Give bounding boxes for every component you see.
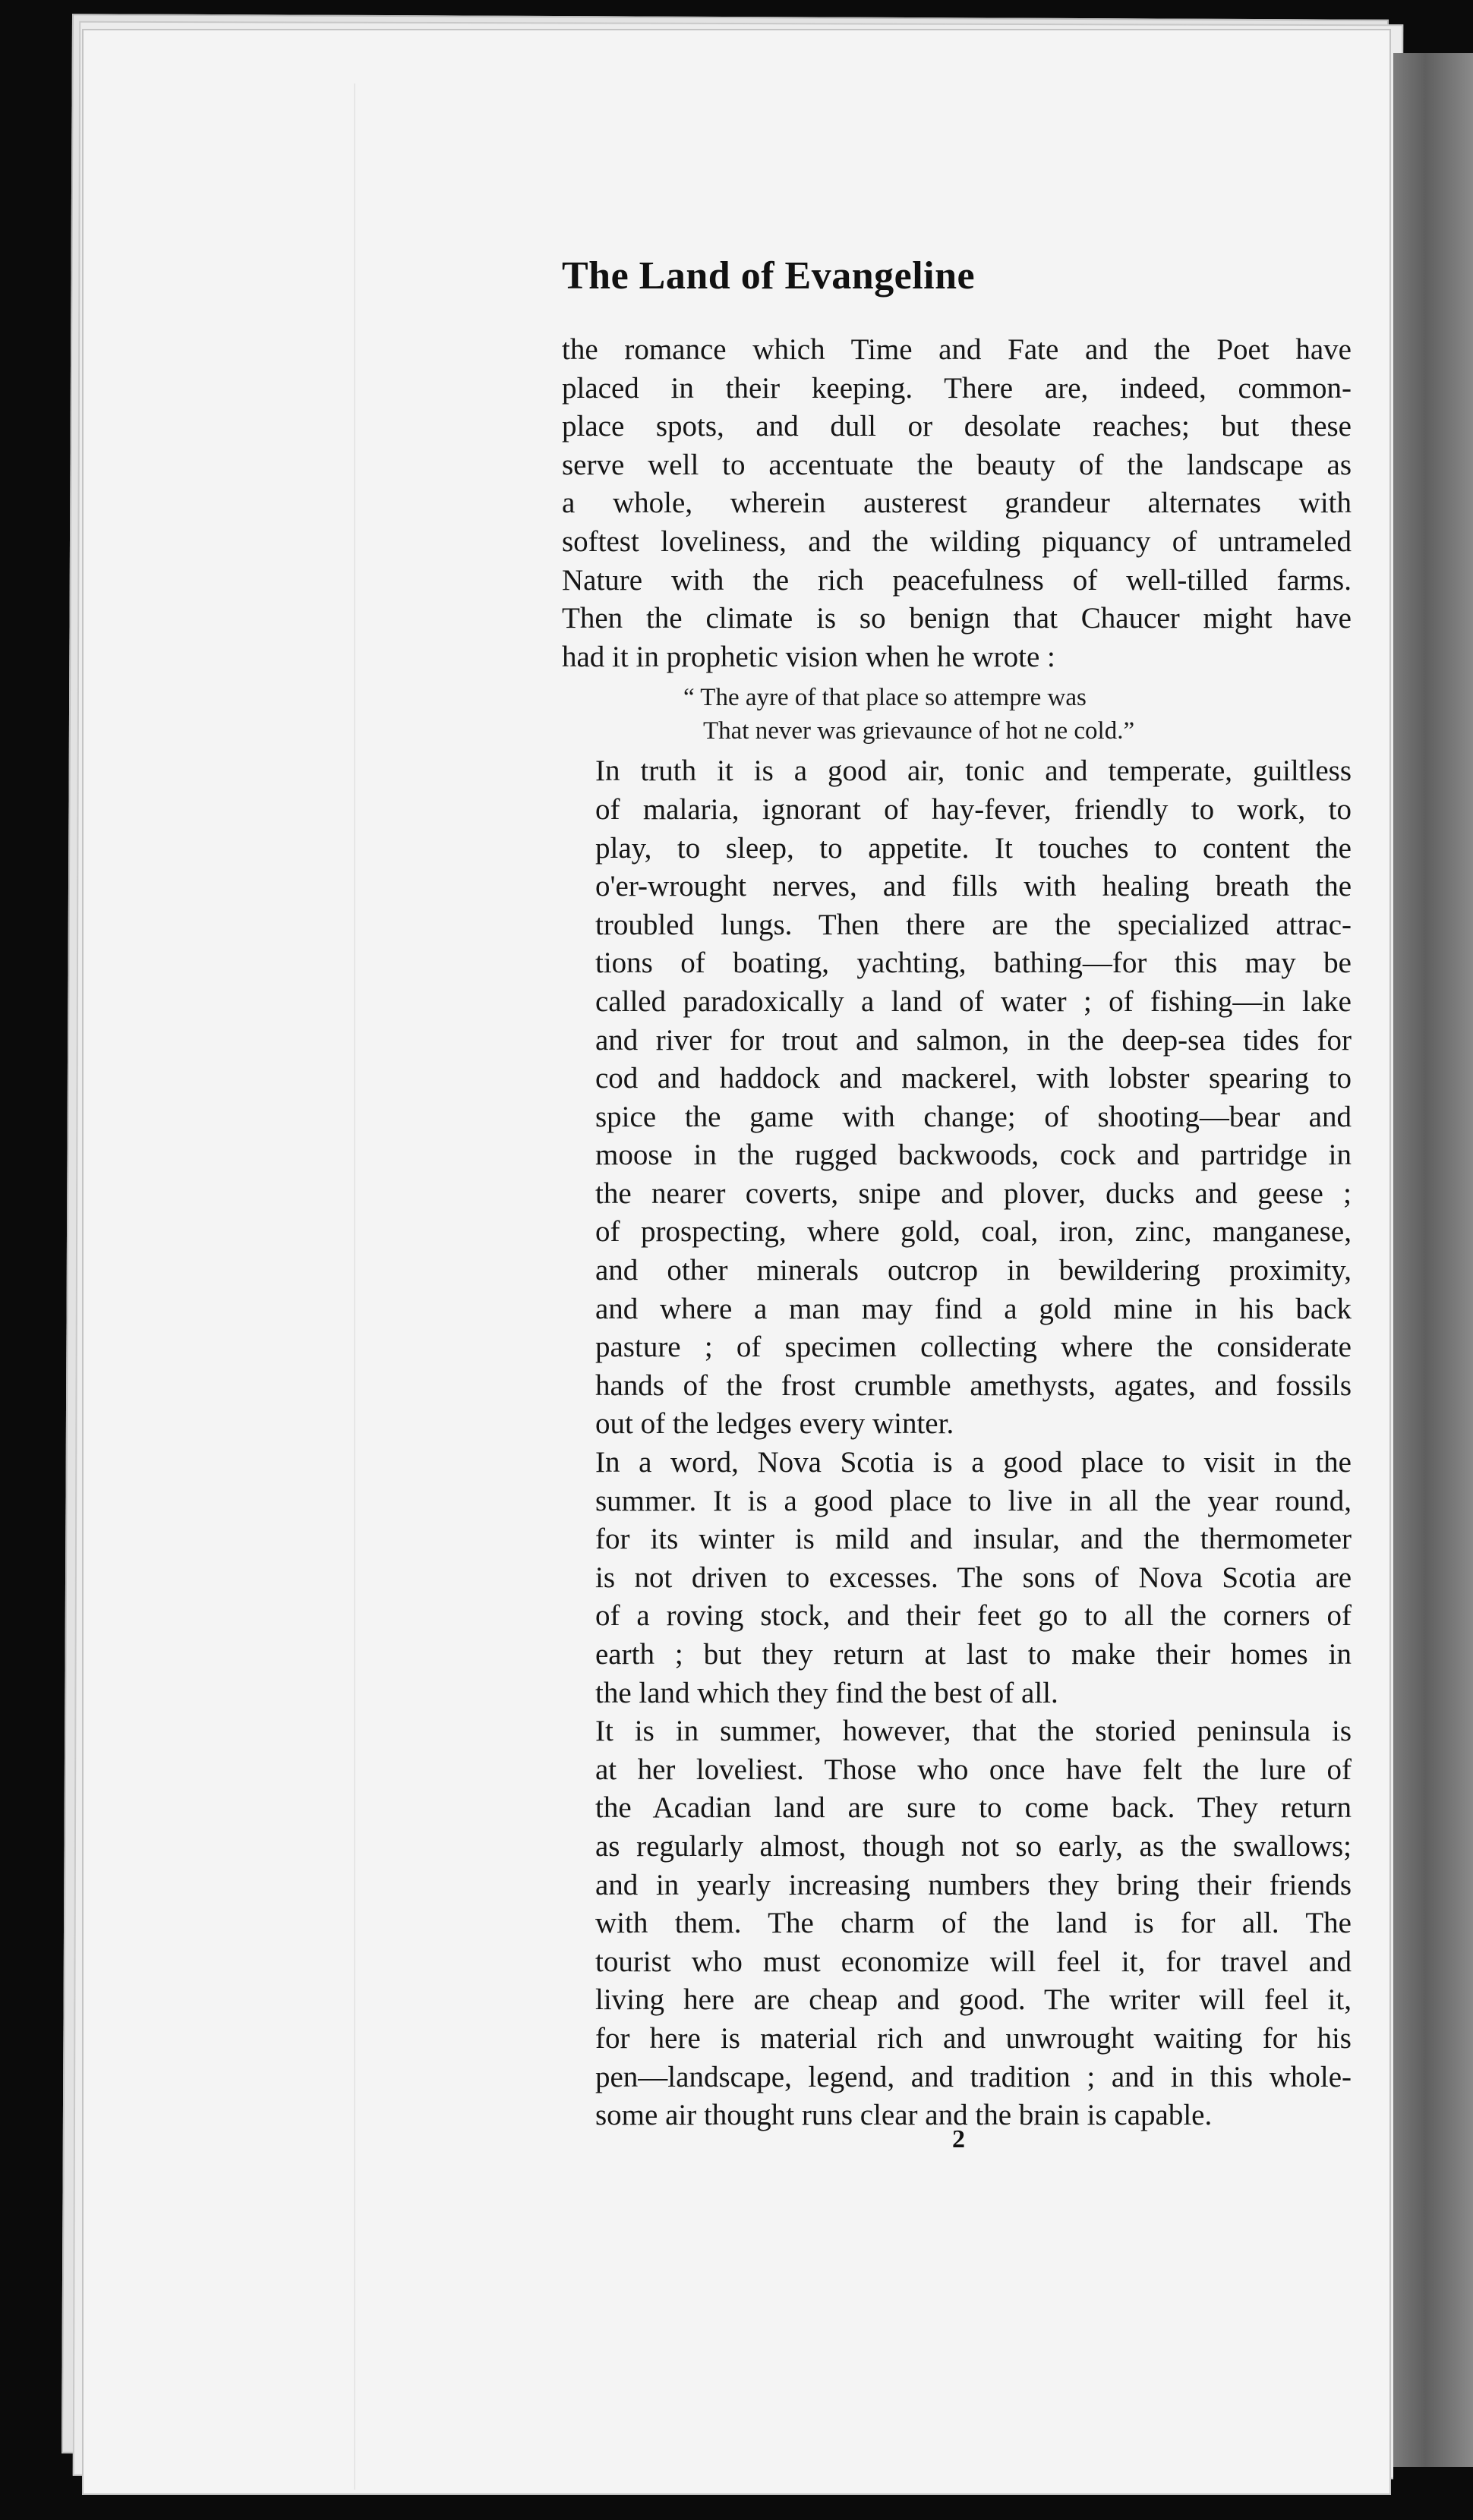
- text-line: of prospecting, where gold, coal, iron, zinc, manganese,: [595, 1215, 1352, 1249]
- page-fold-line: [354, 83, 355, 2490]
- text-line: It is in summer, however, that the storied peninsula is: [595, 1715, 1352, 1748]
- text-line: of a roving stock, and their feet go to all the corners of: [595, 1599, 1352, 1633]
- text-line: pasture ; of specimen collecting where the considerate: [595, 1331, 1352, 1364]
- text-line: with them. The charm of the land is for all. The: [595, 1907, 1352, 1940]
- text-line: o'er-wrought nerves, and fills with healing breath the: [595, 870, 1352, 903]
- body-text: [562, 331, 1352, 2135]
- text-line: for its winter is mild and insular, and the thermometer: [595, 1523, 1352, 1556]
- text-line: at her loveliest. Those who once have felt the lure of: [595, 1753, 1352, 1786]
- text-line: and other minerals outcrop in bewildering proximity,: [595, 1254, 1352, 1287]
- text-line: out of the ledges every winter.: [595, 1407, 954, 1441]
- text-line: the Acadian land are sure to come back. They return: [595, 1791, 1352, 1825]
- text-line: cod and haddock and mackerel, with lobster spearing to: [595, 1062, 1352, 1095]
- text-line: tourist who must economize will feel it, for travel and: [595, 1945, 1352, 1978]
- text-line: some air thought runs clear and the brain is capable.: [595, 2099, 1213, 2132]
- text-line: In truth it is a good air, tonic and temperate, guiltless: [595, 754, 1352, 788]
- scan-edge-corner: [1393, 2467, 1473, 2520]
- text-line: is not driven to excesses. The sons of Nova Scotia are: [595, 1561, 1352, 1594]
- text-line: Nature with the rich peacefulness of well-tilled farms.: [562, 563, 1352, 597]
- text-line: and river for trout and salmon, in the deep-sea tides for: [595, 1023, 1352, 1057]
- text-line: moose in the rugged backwoods, cock and partridge in: [595, 1139, 1352, 1172]
- text-line: the nearer coverts, snipe and plover, ducks and geese ;: [595, 1177, 1352, 1210]
- text-line: troubled lungs. Then there are the specialized attrac-: [595, 908, 1352, 941]
- paragraph: [562, 1444, 1352, 1712]
- text-line: pen—landscape, legend, and tradition ; and in this whole-: [595, 2060, 1352, 2093]
- page-number: 2: [952, 2125, 965, 2153]
- text-line: as regularly almost, though not so early, as the swallows;: [595, 1829, 1352, 1863]
- quote-line-1: “ The ayre of that place so attempre was: [683, 684, 1087, 712]
- text-line: and in yearly increasing numbers they bring their friends: [595, 1868, 1352, 1901]
- text-line: the land which they find the best of all.: [595, 1676, 1058, 1709]
- text-line: softest loveliness, and the wilding piquancy of untrameled: [562, 524, 1352, 558]
- paragraph: [562, 1712, 1352, 2135]
- text-line: earth ; but they return at last to make their homes in: [595, 1638, 1352, 1671]
- text-line: play, to sleep, to appetite. It touches to content the: [595, 831, 1352, 865]
- text-line: serve well to accentuate the beauty of the landscape as: [562, 448, 1352, 481]
- text-line: Then the climate is so benign that Chaucer might have: [562, 602, 1352, 635]
- text-line: spice the game with change; of shooting—bear and: [595, 1100, 1352, 1133]
- running-title: The Land of Evangeline: [562, 254, 976, 298]
- text-line: a whole, wherein austerest grandeur alternates with: [562, 487, 1352, 520]
- paragraph: [562, 752, 1352, 1444]
- verse-quote: [683, 681, 1352, 748]
- text-line: hands of the frost crumble amethysts, agates, and fossils: [595, 1369, 1352, 1402]
- text-line: placed in their keeping. There are, indeed, common-: [562, 371, 1352, 405]
- text-line: the romance which Time and Fate and the Poet have: [562, 333, 1352, 366]
- text-line: for here is material rich and unwrought waiting for his: [595, 2021, 1352, 2055]
- text-line: had it in prophetic vision when he wrote :: [562, 640, 1055, 673]
- paragraph-continued: [562, 331, 1352, 676]
- text-line: called paradoxically a land of water ; of fishing—in lake: [595, 984, 1352, 1018]
- quote-line-2: That never was grievaunce of hot ne cold.”: [703, 717, 1135, 745]
- text-line: place spots, and dull or desolate reaches; but these: [562, 410, 1352, 443]
- text-line: summer. It is a good place to live in all the year round,: [595, 1484, 1352, 1517]
- text-line: and where a man may find a gold mine in his back: [595, 1292, 1352, 1325]
- text-line: living here are cheap and good. The writer will feel it,: [595, 1983, 1352, 2017]
- text-line: In a word, Nova Scotia is a good place to visit in the: [595, 1446, 1352, 1479]
- scan-edge-shadow: [1393, 53, 1473, 2467]
- text-line: of malaria, ignorant of hay-fever, friendly to work, to: [595, 792, 1352, 826]
- text-line: tions of boating, yachting, bathing—for this may be: [595, 947, 1352, 980]
